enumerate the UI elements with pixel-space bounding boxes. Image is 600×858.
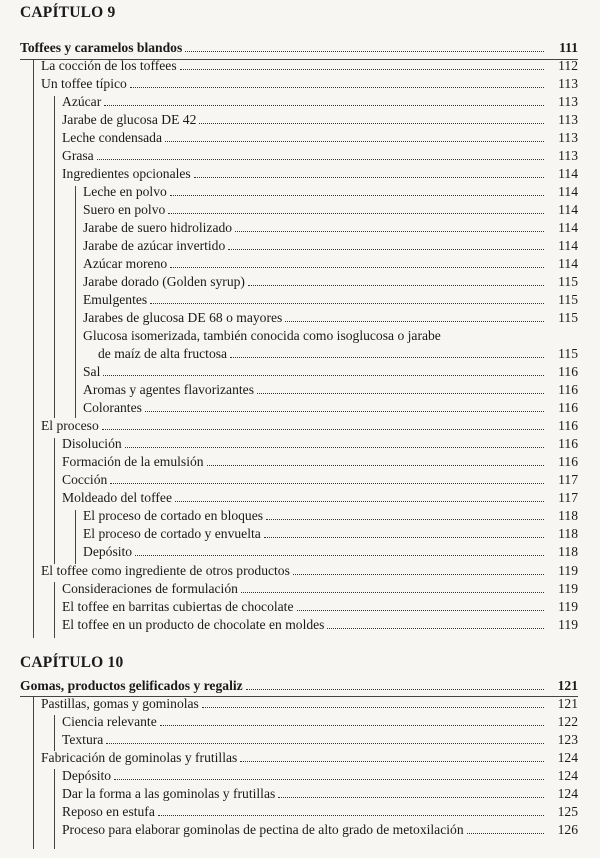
entry-label: Fabricación de gominolas y frutillas [41,750,238,765]
dot-leader [278,796,544,798]
toc-entry [62,146,578,164]
entry-label: Grasa [62,148,94,163]
dot-leader [230,356,544,358]
entry-label: Leche en polvo [83,184,167,199]
entry-label: Ciencia relevante [62,714,157,729]
toc-entry [83,542,578,560]
entry-page: 115 [558,310,578,325]
dot-leader [103,374,544,376]
toc-entry [83,218,578,236]
entry-page: 116 [558,400,578,415]
toc-entry [62,597,578,615]
entry-label: Jarabe de suero hidrolizado [83,220,233,235]
toc-entry [41,694,578,712]
level-2-bracket [54,769,55,849]
toc-entry [41,748,578,766]
dot-leader [102,428,544,430]
level-1-bracket [33,60,34,638]
toc-entry [41,56,578,74]
entry-page: 114 [558,238,578,253]
entry-label: Un toffee típico [41,76,127,91]
entry-page: 115 [558,346,578,361]
toc-entry [62,712,578,730]
entry-label: Pastillas, gomas y gominolas [41,696,199,711]
toc-entry [62,784,578,802]
entry-label: Proceso para elaborar gominolas de pectina de alto grado de metoxilación [62,822,464,837]
dot-leader [297,609,545,611]
entry-label: Toffees y caramelos blandos [20,40,183,55]
entry-page: 113 [558,76,578,91]
entry-label: Azúcar [62,94,102,109]
entry-page: 121 [557,696,578,711]
toc-entry [62,730,578,748]
dot-leader [293,573,544,575]
entry-page: 112 [558,58,578,73]
entry-label: Consideraciones de formulación [62,581,238,596]
dot-leader [285,320,544,322]
entry-label: Jarabe de azúcar invertido [83,238,226,253]
entry-page: 118 [558,508,578,523]
entry-label: El proceso de cortado en bloques [83,508,264,523]
dot-leader [246,688,544,690]
entry-label: Jarabe dorado (Golden syrup) [83,274,245,289]
dot-leader [207,464,544,466]
entry-page: 116 [558,364,578,379]
entry-page: 119 [558,581,578,596]
entry-page: 117 [558,490,578,505]
dot-leader [240,760,544,762]
entry-page: 125 [557,804,578,819]
entry-page: 114 [558,184,578,199]
toc-entry [62,434,578,452]
toc-entry [41,416,578,434]
entry-page: 124 [557,786,578,801]
entry-page: 115 [558,274,578,289]
toc-entry [83,308,578,326]
entry-label: Disolución [62,436,122,451]
level-2-bracket [54,715,55,751]
level-2-bracket [54,96,55,418]
entry-label-wrap: Glucosa isomerizada, también conocida como isoglucosa o jarabe [83,328,441,343]
toc-entry [83,380,578,398]
dot-leader [241,591,544,593]
chapter-9-title: CAPÍTULO 9 [20,4,116,21]
toc-entry [83,182,578,200]
entry-page: 121 [557,678,578,693]
entry-label: Sal [83,364,101,379]
entry-label: El toffee como ingrediente de otros productos [41,563,290,578]
dot-leader [248,284,544,286]
entry-page: 114 [558,166,578,181]
entry-page: 116 [558,382,578,397]
dot-leader [165,140,544,142]
toc-entry [20,38,578,56]
entry-page: 116 [558,454,578,469]
entry-label: Formación de la emulsión [62,454,204,469]
toc-entry [83,362,578,380]
level-3-bracket [75,186,76,418]
entry-page: 111 [559,40,578,55]
entry-label: Dar la forma a las gominolas y frutillas [62,786,276,801]
chapter-10-title: CAPÍTULO 10 [20,654,124,671]
dot-leader [185,50,544,52]
level-3-bracket [75,510,76,564]
toc-entry [62,470,578,488]
dot-leader [228,248,544,250]
entry-label: El toffee en un producto de chocolate en moldes [62,617,325,632]
toc-entry [62,92,578,110]
toc-entry [62,452,578,470]
toc-entry [20,676,578,694]
dot-leader [97,158,544,160]
dot-leader [266,518,544,520]
dot-leader [160,724,544,726]
entry-page: 114 [558,202,578,217]
entry-label: Azúcar moreno [83,256,168,271]
toc-entry [62,128,578,146]
entry-page: 114 [558,256,578,271]
entry-label: Depósito [62,768,112,783]
entry-label: Textura [62,732,104,747]
entry-page: 113 [558,148,578,163]
toc-entry [62,488,578,506]
dot-leader [145,410,544,412]
dot-leader [199,122,544,124]
dot-leader [175,500,544,502]
entry-label: Reposo en estufa [62,804,155,819]
dot-leader [180,68,544,70]
entry-page: 119 [558,617,578,632]
entry-page: 122 [557,714,578,729]
toc-entry [62,820,578,838]
dot-leader [170,266,544,268]
entry-label: Depósito [83,544,133,559]
entry-page: 117 [558,472,578,487]
dot-leader [135,554,544,556]
dot-leader [235,230,544,232]
dot-leader [106,742,544,744]
toc-entry [41,74,578,92]
entry-page: 113 [558,94,578,109]
entry-page: 116 [558,418,578,433]
toc-entry [83,236,578,254]
entry-label: Aromas y agentes flavorizantes [83,382,254,397]
entry-page: 119 [558,563,578,578]
entry-page: 113 [558,112,578,127]
toc-entry [98,344,578,362]
entry-label: La cocción de los toffees [41,58,177,73]
toc-entry [41,561,578,579]
toc-entry [83,272,578,290]
entry-label: Emulgentes [83,292,148,307]
toc-entry [62,110,578,128]
entry-page: 114 [558,220,578,235]
dot-leader [158,814,544,816]
entry-label: Leche condensada [62,130,163,145]
dot-leader [110,482,544,484]
dot-leader [114,778,544,780]
entry-label: Jarabes de glucosa DE 68 o mayores [83,310,283,325]
toc-entry [62,615,578,633]
entry-page: 113 [558,130,578,145]
entry-label: Ingredientes opcionales [62,166,191,181]
dot-leader [264,536,544,538]
entry-page: 118 [558,544,578,559]
dot-leader [170,194,544,196]
entry-label: El proceso de cortado y envuelta [83,526,261,541]
entry-page: 124 [557,768,578,783]
dot-leader [467,832,544,834]
dot-leader [150,302,544,304]
entry-page: 116 [558,436,578,451]
dot-leader [194,176,544,178]
dot-leader [202,706,544,708]
dot-leader [125,446,544,448]
toc-entry [83,254,578,272]
entry-label: Cocción [62,472,108,487]
toc-entry [62,579,578,597]
dot-leader [327,627,544,629]
toc-entry [62,766,578,784]
entry-page: 126 [557,822,578,837]
entry-label: Gomas, productos gelificados y regaliz [20,678,243,693]
level-2-bracket [54,582,55,638]
entry-label: Suero en polvo [83,202,166,217]
entry-label: El proceso [41,418,99,433]
entry-label: El toffee en barritas cubiertas de chocolate [62,599,294,614]
toc-entry [83,290,578,308]
toc-entry [62,164,578,182]
entry-label: de maíz de alta fructosa [98,346,228,361]
entry-label: Jarabe de glucosa DE 42 [62,112,197,127]
entry-page: 119 [558,599,578,614]
dot-leader [168,212,544,214]
entry-page: 115 [558,292,578,307]
level-1-bracket [33,697,34,849]
entry-page: 123 [557,732,578,747]
entry-page: 118 [558,526,578,541]
toc-entry [83,398,578,416]
entry-label: Moldeado del toffee [62,490,172,505]
toc-entry [83,506,578,524]
entry-label: Colorantes [83,400,142,415]
dot-leader [257,392,544,394]
entry-page: 124 [557,750,578,765]
dot-leader [104,104,544,106]
toc-entry [62,802,578,820]
toc-entry [83,524,578,542]
level-2-bracket [54,438,55,564]
toc-entry [83,200,578,218]
dot-leader [130,86,544,88]
